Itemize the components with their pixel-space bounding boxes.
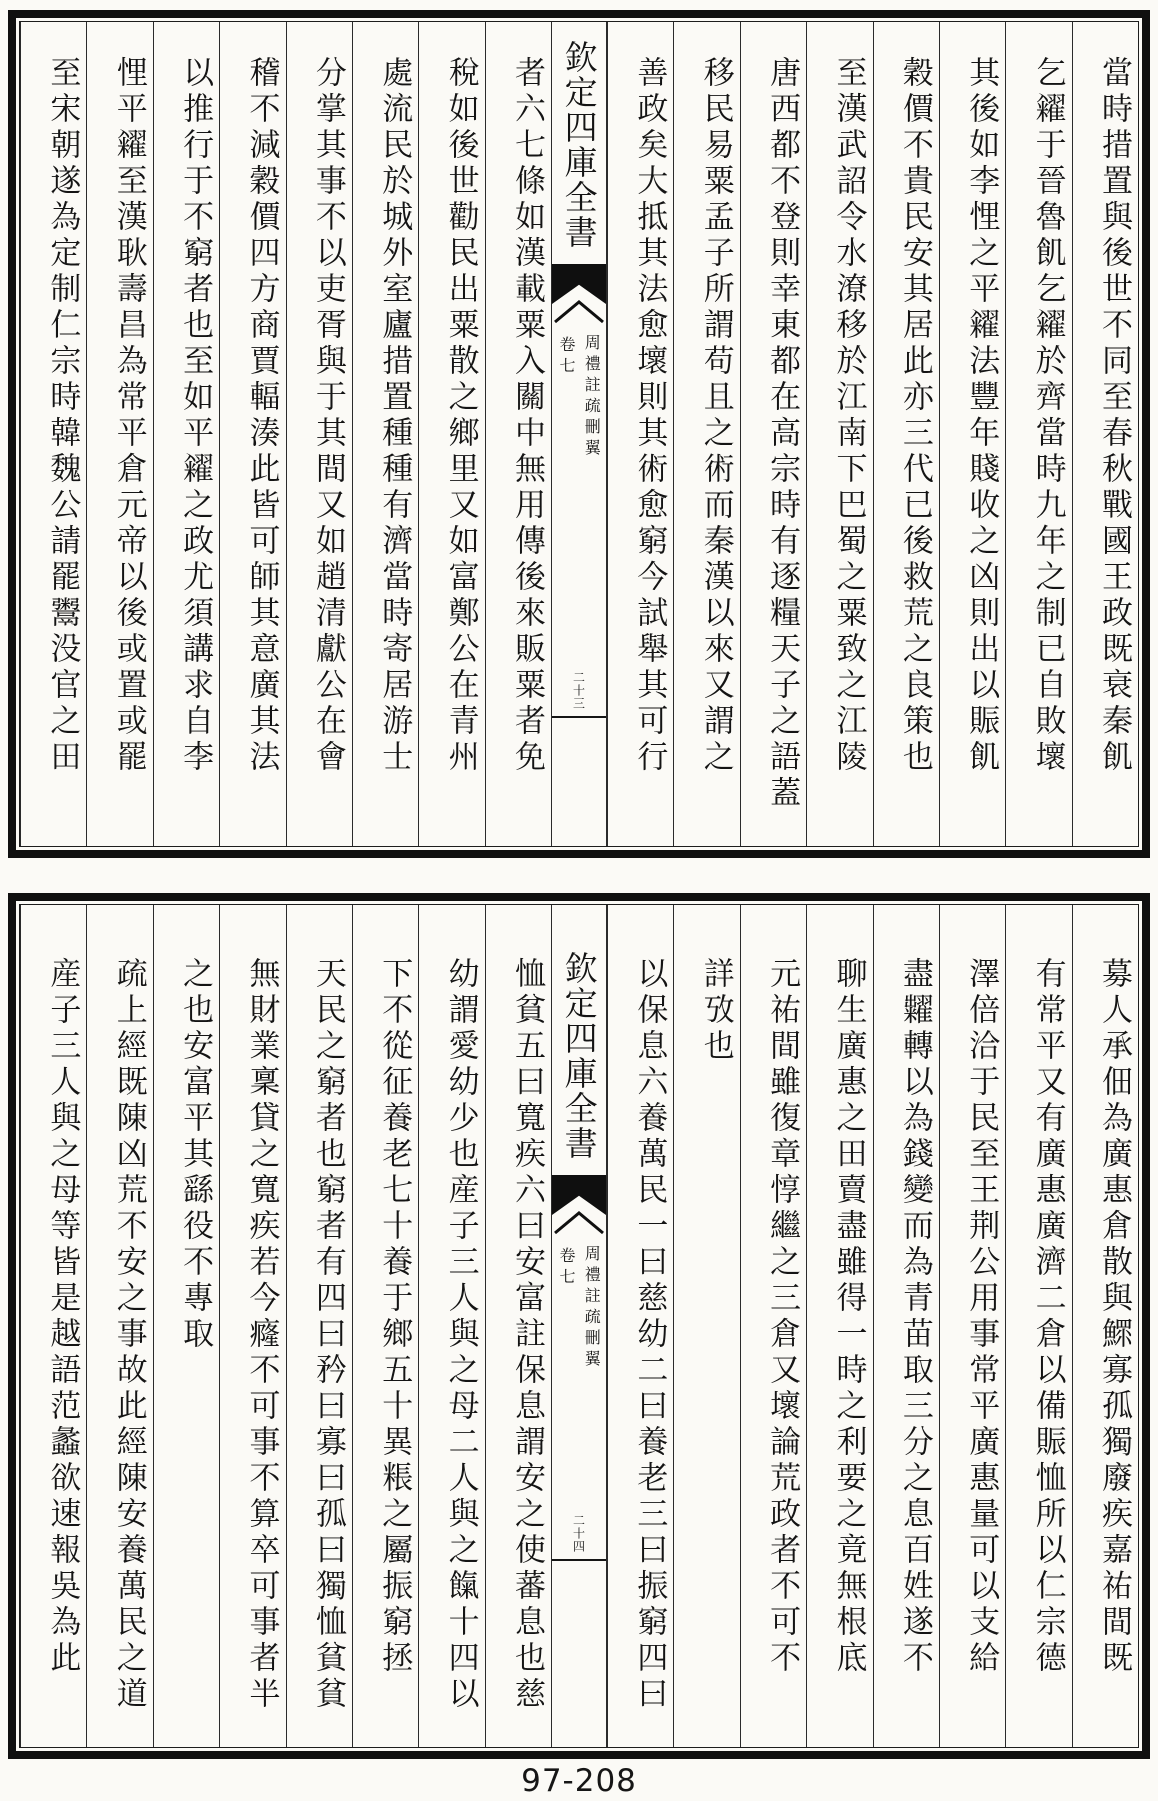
volume-label: 卷七 [557,1247,576,1289]
text-column: 天民之窮者也窮者有四曰矜曰寡曰孤曰獨恤貧貧 [286,905,352,1747]
folio-number: 二十四 [571,1514,586,1553]
top-left-column-group [20,22,551,846]
top-right-column-group [607,22,1138,846]
text-column: 其後如李悝之平糴法豐年賤收之凶則出以賑飢 [939,22,1005,846]
banxin-small-titles [552,334,606,460]
text-column: 聊生廣惠之田賣盡雖得一時之利要之竟無根底 [806,905,872,1747]
top-columns-area [19,21,1139,847]
text-column: 穀價不貴民安其居此亦三代已後救荒之良策也 [873,22,939,846]
text-column: 者六七條如漢載粟入關中無用傳後來販粟者免 [485,22,551,846]
top-page-block [8,10,1150,858]
top-banxin-column [551,22,607,846]
banxin-spacer [552,460,606,671]
bottom-page-block [8,893,1150,1759]
text-column: 恤貧五曰寬疾六曰安富註保息謂安之使蕃息也慈 [485,905,551,1747]
book-title: 周禮註疏刪翼 [582,334,602,460]
bottom-left-column-group [20,905,551,1747]
text-column: 至宋朝遂為定制仁宗時韓魏公請罷鬻没官之田 [20,22,86,846]
fishtail-chevron-icon [552,298,606,324]
text-column: 善政矣大抵其法愈壞則其術愈窮今試舉其可行 [607,22,673,846]
text-column: 詳攷也 [673,905,739,1747]
bottom-columns-area [19,904,1139,1748]
text-column: 稅如後世勸民出粟散之鄉里又如富鄭公在青州 [418,22,484,846]
text-column: 下不從征養老七十養于鄉五十異粻之屬振窮拯 [352,905,418,1747]
fishtail-chevron-icon [552,1209,606,1235]
volume-label: 卷七 [557,336,576,378]
text-column: 當時措置與後世不同至春秋戰國王政既衰秦飢 [1072,22,1138,846]
text-column: 稽不減穀價四方商賈輻湊此皆可師其意廣其法 [219,22,285,846]
text-column: 産子三人與之母等皆是越語范蠡欲速報吳為此 [20,905,86,1747]
banxin-spacer [552,1371,606,1514]
text-column: 有常平又有廣惠廣濟二倉以備賑恤所以仁宗德 [1005,905,1071,1747]
bottom-right-column-group [607,905,1138,1747]
text-column: 移民易粟孟子所謂苟且之術而秦漢以來又謂之 [673,22,739,846]
text-column: 至漢武詔令水潦移於江南下巴蜀之粟致之江陵 [806,22,872,846]
book-title: 周禮註疏刪翼 [582,1245,602,1371]
page-number: 97-208 [521,1763,637,1799]
text-column: 唐西都不登則幸東都在高宗時有逐糧天子之語蓋 [740,22,806,846]
text-column: 疏上經既陳凶荒不安之事故此經陳安養萬民之道 [86,905,152,1747]
text-column: 以保息六養萬民一曰慈幼二曰養老三曰振窮四曰 [607,905,673,1747]
folio-number: 二十三 [571,671,586,710]
text-column: 元祐間雖復章惇繼之三倉又壞論荒政者不可不 [740,905,806,1747]
text-column: 乞糴于晉魯飢乞糴於齊當時九年之制已自敗壞 [1005,22,1071,846]
bottom-banxin-column [551,905,607,1747]
text-column: 澤倍洽于民至王荆公用事常平廣惠量可以支給 [939,905,1005,1747]
text-column: 之也安富平其繇役不專取 [153,905,219,1747]
text-column: 募人承佃為廣惠倉散與鰥寡孤獨廢疾嘉祐間既 [1072,905,1138,1747]
siku-title: 欽定四庫全書 [559,40,599,250]
siku-title: 欽定四庫全書 [559,951,599,1161]
text-column: 悝平糴至漢耿壽昌為常平倉元帝以後或置或罷 [86,22,152,846]
text-column: 以推行于不窮者也至如平糴之政尤須講求自李 [153,22,219,846]
text-column: 分掌其事不以吏胥與于其間又如趙清獻公在會 [286,22,352,846]
text-column: 無財業稟貸之寬疾若今癃不可事不算卒可事者半 [219,905,285,1747]
banxin-small-titles [552,1245,606,1371]
text-column: 處流民於城外室廬措置種種有濟當時寄居游士 [352,22,418,846]
banxin-tail-space [552,1561,606,1747]
banxin-tail-space [552,718,606,846]
text-column: 盡糶轉以為錢變而為青苗取三分之息百姓遂不 [873,905,939,1747]
text-column: 幼謂愛幼少也産子三人與之母二人與之餼十四以 [418,905,484,1747]
